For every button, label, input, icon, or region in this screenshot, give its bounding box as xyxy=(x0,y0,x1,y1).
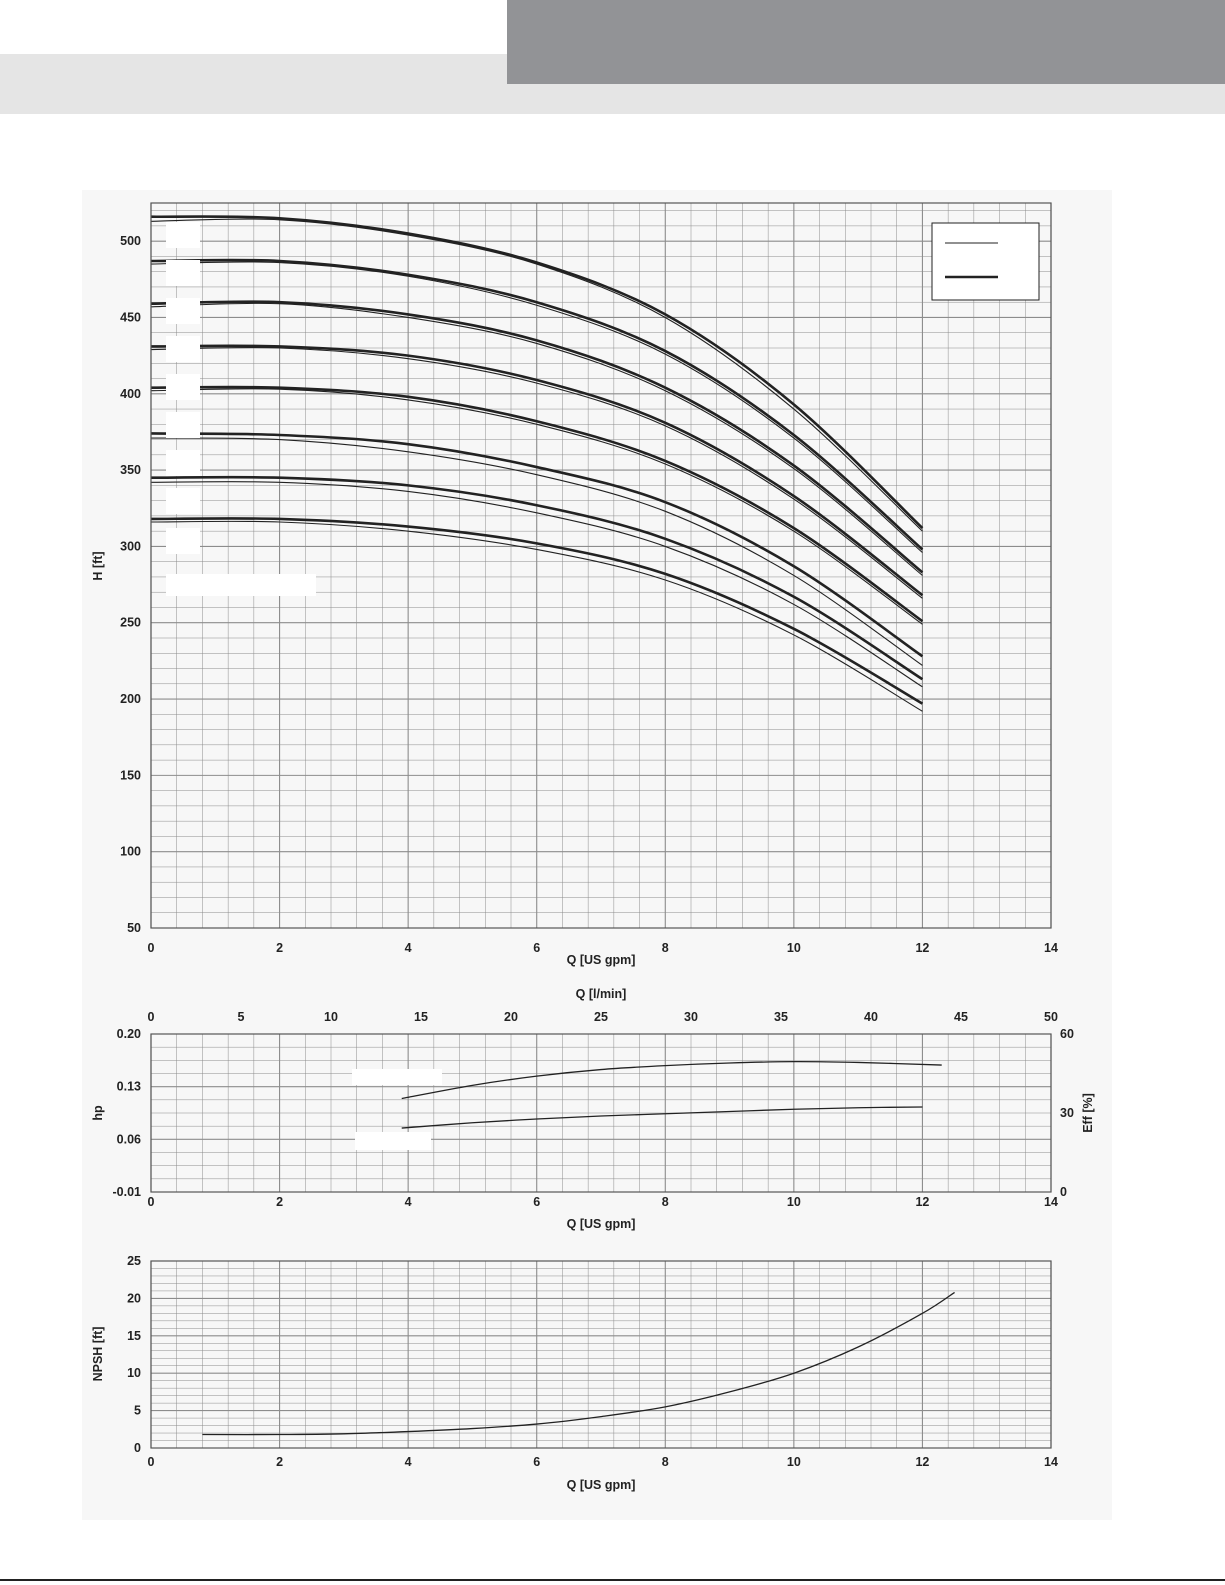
pe-x-tick-label: 12 xyxy=(915,1195,930,1209)
head-x-tick-label: 14 xyxy=(1044,941,1058,955)
npsh-x-tick-label: 10 xyxy=(786,1455,801,1469)
pe-top-tick-label: 20 xyxy=(504,1010,518,1024)
power-efficiency-top-axis-label: Q [l/min] xyxy=(575,987,627,1001)
head-x-tick-label: 0 xyxy=(147,941,155,955)
head-x-tick-label: 10 xyxy=(786,941,801,955)
head-y-tick-label: 300 xyxy=(120,539,141,554)
pe-label-mask xyxy=(355,1132,431,1150)
pe-right-tick-label: 60 xyxy=(1060,1027,1074,1041)
head-legend xyxy=(932,223,1039,300)
power-efficiency-series xyxy=(352,1062,942,1150)
npsh-y-tick-label: 5 xyxy=(134,1403,141,1418)
npsh-y-tick-label: 20 xyxy=(127,1291,141,1306)
npsh-y-tick-label: 10 xyxy=(127,1366,141,1381)
pe-top-tick-label: 30 xyxy=(684,1010,698,1024)
head-x-tick-label: 12 xyxy=(915,941,930,955)
npsh-x-tick-label: 12 xyxy=(915,1455,930,1469)
pe-right-tick-label: 0 xyxy=(1060,1185,1067,1199)
npsh-y-axis-label: NPSH [ft] xyxy=(91,1326,105,1382)
pe-top-tick-label: 50 xyxy=(1044,1010,1058,1024)
pe-label-mask xyxy=(352,1069,442,1085)
power-efficiency-tick-labels xyxy=(113,1010,1074,1209)
head-chart xyxy=(91,203,1058,967)
head-label-mask xyxy=(166,298,200,324)
pe-x-tick-label: 6 xyxy=(533,1195,541,1209)
pe-top-tick-label: 5 xyxy=(237,1010,245,1024)
head-label-mask xyxy=(166,450,200,476)
npsh-x-tick-label: 4 xyxy=(404,1455,412,1469)
head-x-tick-label: 6 xyxy=(533,941,541,955)
head-label-mask xyxy=(166,374,200,400)
npsh-y-tick-label: 0 xyxy=(134,1441,141,1455)
npsh-plot-frame xyxy=(151,1261,1051,1448)
head-x-axis-label: Q [US gpm] xyxy=(566,953,636,967)
pe-y-tick-label: -0.01 xyxy=(112,1185,141,1199)
pe-x-tick-label: 4 xyxy=(404,1195,412,1209)
head-y-tick-label: 350 xyxy=(120,463,141,478)
head-y-axis-label: H [ft] xyxy=(91,551,105,581)
npsh-x-tick-label: 8 xyxy=(661,1455,669,1469)
npsh-y-tick-label: 15 xyxy=(127,1328,141,1343)
power-efficiency-chart xyxy=(91,987,1095,1231)
head-x-tick-label: 8 xyxy=(661,941,669,955)
pe-top-tick-label: 25 xyxy=(594,1010,608,1024)
head-y-tick-label: 250 xyxy=(120,615,141,630)
efficiency-curve xyxy=(402,1062,942,1099)
npsh-axes xyxy=(151,1261,1051,1448)
head-label-mask xyxy=(166,574,316,596)
npsh-x-tick-label: 14 xyxy=(1044,1455,1058,1469)
npsh-x-axis-label: Q [US gpm] xyxy=(566,1478,636,1492)
npsh-grid xyxy=(151,1261,1051,1448)
pe-x-tick-label: 14 xyxy=(1044,1195,1058,1209)
npsh-chart xyxy=(91,1254,1058,1492)
head-label-mask xyxy=(166,488,200,514)
head-y-tick-label: 450 xyxy=(120,310,141,325)
npsh-curve xyxy=(202,1292,954,1434)
head-x-tick-label: 4 xyxy=(404,941,412,955)
pe-x-tick-label: 2 xyxy=(276,1195,284,1209)
head-label-mask xyxy=(166,222,200,248)
power-efficiency-x-axis-label: Q [US gpm] xyxy=(566,1217,636,1231)
head-label-mask xyxy=(166,412,200,438)
npsh-x-tick-label: 0 xyxy=(147,1455,155,1469)
pe-right-tick-label: 30 xyxy=(1060,1106,1074,1120)
head-label-mask xyxy=(166,528,200,554)
pe-x-tick-label: 0 xyxy=(147,1195,155,1209)
pe-top-tick-label: 45 xyxy=(954,1010,968,1024)
head-x-tick-label: 2 xyxy=(276,941,284,955)
npsh-y-tick-label: 25 xyxy=(127,1254,141,1268)
head-y-tick-label: 100 xyxy=(120,844,141,859)
pe-x-tick-label: 8 xyxy=(661,1195,669,1209)
head-label-mask xyxy=(166,260,200,286)
power-curve xyxy=(402,1107,923,1128)
pe-top-tick-label: 15 xyxy=(414,1010,428,1024)
npsh-x-tick-label: 2 xyxy=(276,1455,284,1469)
head-legend-box xyxy=(932,223,1039,300)
pe-y-tick-label: 0.20 xyxy=(116,1027,141,1041)
power-efficiency-right-axis-label: Eff [%] xyxy=(1081,1093,1095,1133)
npsh-tick-labels xyxy=(127,1254,1058,1469)
npsh-x-tick-label: 6 xyxy=(533,1455,541,1469)
power-efficiency-grid xyxy=(151,1034,1051,1192)
head-y-tick-label: 150 xyxy=(120,768,141,783)
npsh-series xyxy=(202,1292,954,1434)
head-label-mask xyxy=(166,336,200,362)
pe-y-tick-label: 0.13 xyxy=(116,1079,141,1094)
pe-x-tick-label: 10 xyxy=(786,1195,801,1209)
pe-top-tick-label: 40 xyxy=(864,1010,878,1024)
head-y-tick-label: 400 xyxy=(120,386,141,401)
pe-top-tick-label: 35 xyxy=(774,1010,788,1024)
pe-y-tick-label: 0.06 xyxy=(116,1132,141,1147)
pe-top-tick-label: 10 xyxy=(324,1010,338,1024)
pe-top-tick-label: 0 xyxy=(147,1010,155,1024)
head-y-tick-label: 200 xyxy=(120,692,141,707)
power-efficiency-y-axis-label: hp xyxy=(91,1105,105,1121)
head-y-tick-label: 50 xyxy=(127,921,141,935)
head-y-tick-label: 500 xyxy=(120,234,141,249)
